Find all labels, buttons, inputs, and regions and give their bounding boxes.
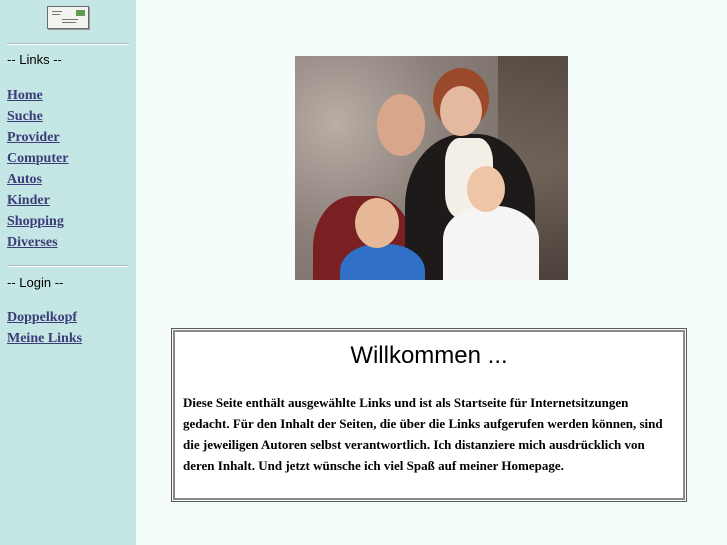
photo-figure: [443, 206, 539, 280]
links-heading: -- Links --: [7, 52, 62, 67]
nav-link-home[interactable]: Home: [7, 88, 43, 103]
welcome-text: Diese Seite enthält ausgewählte Links und ist als Startseite für Internetsitzungen gedacht. Für den Inhalt der Seiten, die über die Links aufgerufen werden können, sind die jeweiligen Autoren selbst verantwortlich. Ich distanziere mich ausdrücklich von deren Inhalt. Und jetzt wünsche ich viel Spaß auf meiner Homepage.: [183, 395, 663, 473]
nav-link-provider[interactable]: Provider: [7, 130, 60, 145]
nav-item-doppelkopf: [7, 306, 82, 327]
nav-item-shopping: [7, 210, 68, 231]
login-nav: [7, 306, 82, 348]
nav-item-diverses: [7, 231, 68, 252]
nav-item-meine-links: [7, 327, 82, 348]
envelope-line: [52, 11, 62, 12]
welcome-box: [173, 330, 685, 500]
photo-figure: [440, 86, 482, 136]
nav-link-diverses[interactable]: Diverses: [7, 235, 58, 250]
nav-item-home: [7, 84, 68, 105]
nav-link-kinder[interactable]: Kinder: [7, 193, 50, 208]
nav-link-shopping[interactable]: Shopping: [7, 214, 64, 229]
nav-item-computer: [7, 147, 68, 168]
login-heading: -- Login --: [7, 275, 64, 290]
nav-link-computer[interactable]: Computer: [7, 151, 69, 166]
nav-item-suche: [7, 105, 68, 126]
divider: [7, 43, 129, 45]
nav-link-meine-links[interactable]: Meine Links: [7, 331, 83, 346]
envelope-line: [62, 22, 76, 23]
nav-item-autos: [7, 168, 68, 189]
welcome-title: Willkommen ...: [350, 342, 508, 369]
nav-link-autos[interactable]: Autos: [7, 172, 43, 187]
photo-figure: [467, 166, 505, 212]
nav-link-suche[interactable]: Suche: [7, 109, 43, 124]
nav-item-kinder: [7, 189, 68, 210]
nav-item-provider: [7, 126, 68, 147]
envelope-line: [62, 19, 78, 20]
stamp-mark: [76, 10, 85, 16]
family-photo: [295, 56, 568, 280]
links-nav: [7, 84, 68, 252]
photo-figure: [355, 198, 399, 248]
nav-link-doppelkopf[interactable]: Doppelkopf: [7, 310, 78, 325]
envelope-line: [52, 14, 60, 15]
envelope-icon[interactable]: [47, 6, 89, 29]
photo-figure: [377, 94, 425, 156]
sidebar: [0, 0, 136, 545]
divider: [7, 265, 129, 267]
